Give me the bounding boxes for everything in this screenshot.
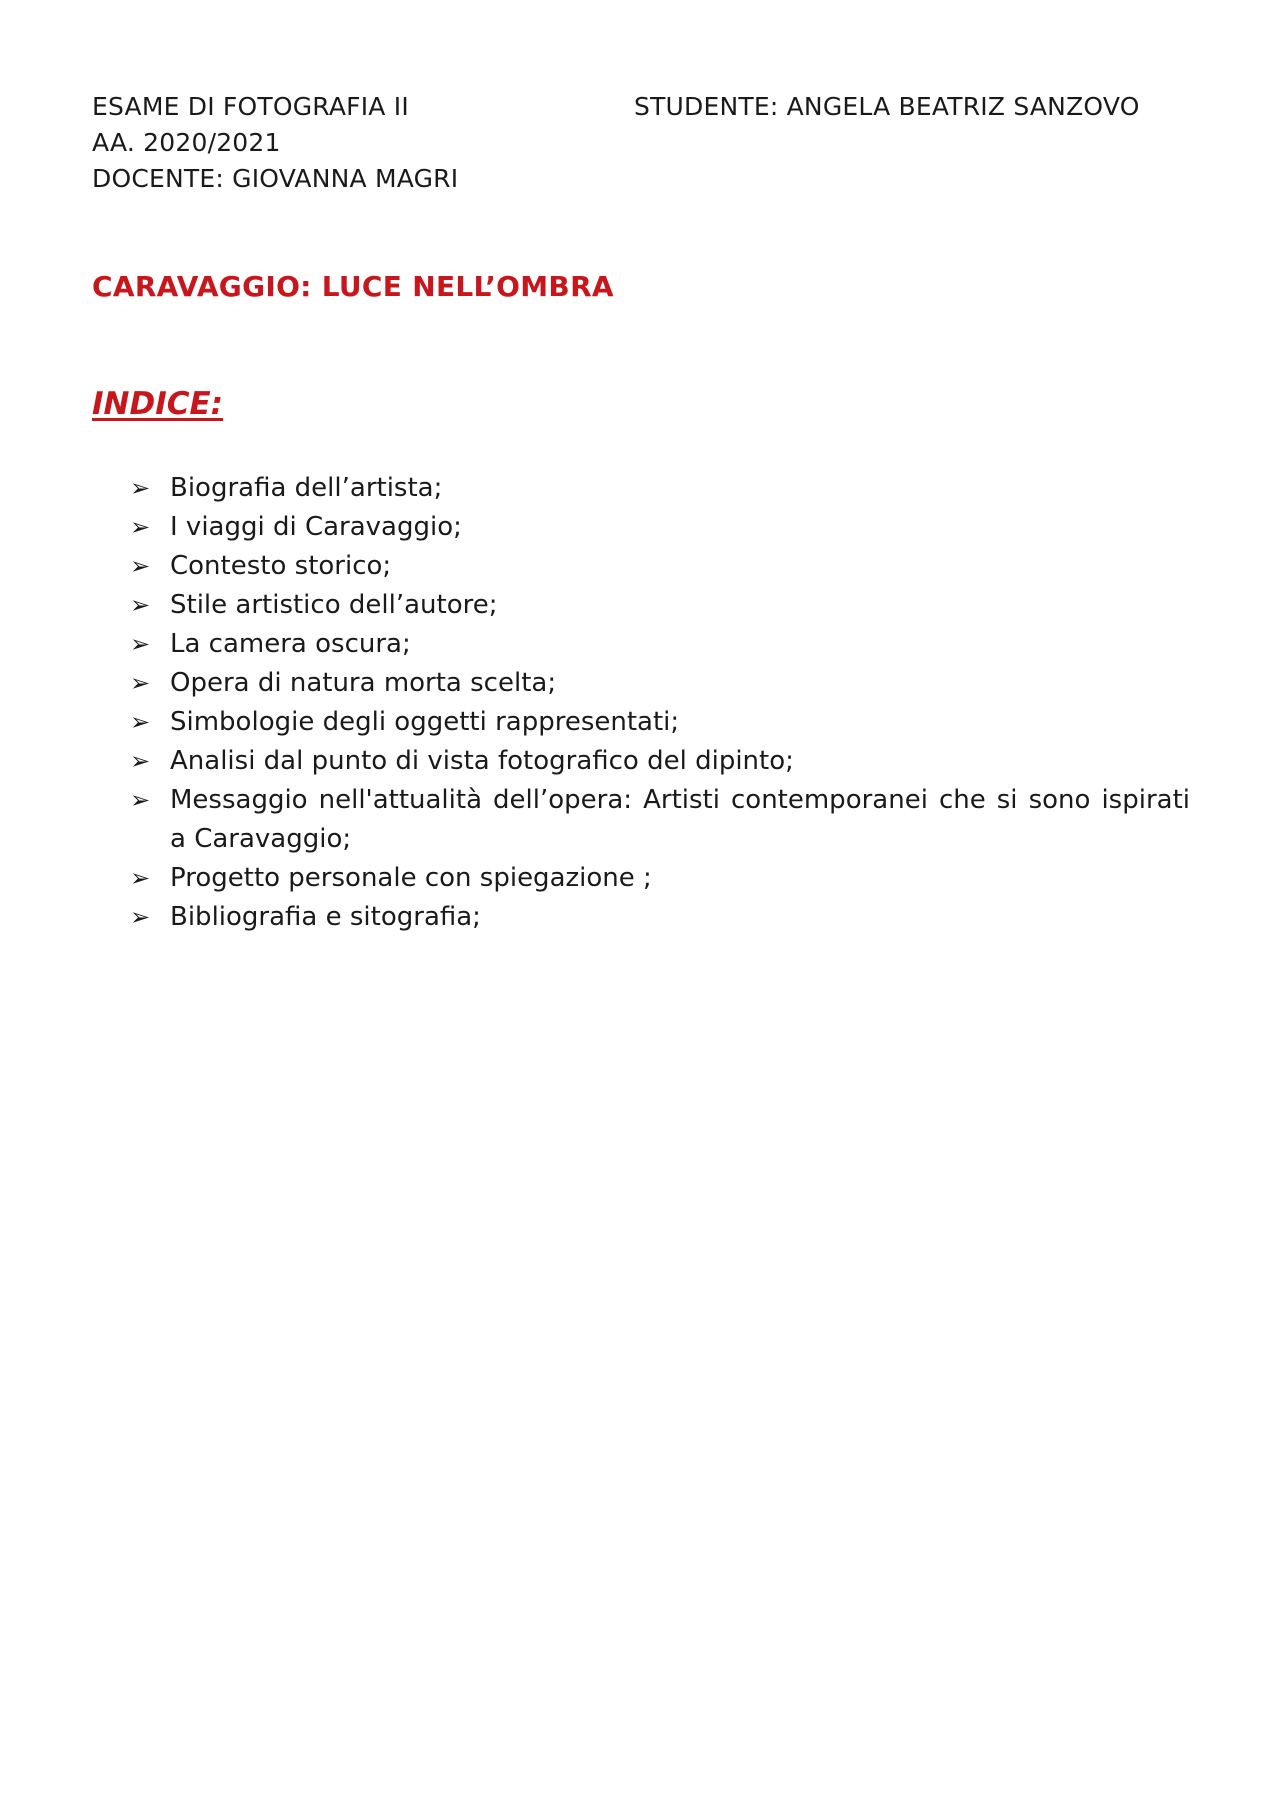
student-name: STUDENTE: ANGELA BEATRIZ SANZOVO <box>634 92 1140 121</box>
arrowhead-bullet-icon: ➢ <box>130 474 151 502</box>
course-info <box>92 89 458 197</box>
list-item-text: La camera oscura; <box>170 629 411 659</box>
list-item-text: Contesto storico; <box>170 551 392 581</box>
academic-year: AA. 2020/2021 <box>92 128 281 157</box>
arrowhead-bullet-icon: ➢ <box>130 513 151 541</box>
arrowhead-bullet-icon: ➢ <box>130 630 151 658</box>
list-item-text: Simbologie degli oggetti rappresentati; <box>170 707 680 737</box>
list-item-text: Stile artistico dell’autore; <box>170 590 498 620</box>
list-item-text: Biografia dell’artista; <box>170 473 443 503</box>
list-item <box>130 664 1190 703</box>
list-item-text: Analisi dal punto di vista fotografico del dipinto; <box>170 746 794 776</box>
list-item-text: I viaggi di Caravaggio; <box>170 512 462 542</box>
list-item-text: Bibliografia e sitografia; <box>170 902 481 932</box>
list-item <box>130 898 1190 937</box>
list-item <box>130 547 1190 586</box>
document-title: CARAVAGGIO: LUCE NELL’OMBRA <box>92 270 614 303</box>
list-item <box>130 508 1190 547</box>
arrowhead-bullet-icon: ➢ <box>130 747 151 775</box>
index-list <box>130 469 1190 937</box>
list-item <box>130 469 1190 508</box>
list-item <box>130 781 1190 859</box>
list-item <box>130 742 1190 781</box>
arrowhead-bullet-icon: ➢ <box>130 669 151 697</box>
arrowhead-bullet-icon: ➢ <box>130 864 151 892</box>
list-item-text: Opera di natura morta scelta; <box>170 668 557 698</box>
list-item <box>130 586 1190 625</box>
arrowhead-bullet-icon: ➢ <box>130 708 151 736</box>
arrowhead-bullet-icon: ➢ <box>130 552 151 580</box>
list-item <box>130 703 1190 742</box>
list-item <box>130 859 1190 898</box>
course-name: ESAME DI FOTOGRAFIA II <box>92 92 409 121</box>
list-item-text: Messaggio nell'attualità dell’opera: Artisti contemporanei che si sono ispirati a Caravaggio; <box>170 785 1190 854</box>
arrowhead-bullet-icon: ➢ <box>130 786 151 814</box>
list-item-text: Progetto personale con spiegazione ; <box>170 863 652 893</box>
arrowhead-bullet-icon: ➢ <box>130 591 151 619</box>
index-heading: INDICE: <box>92 386 224 422</box>
arrowhead-bullet-icon: ➢ <box>130 903 151 931</box>
list-item <box>130 625 1190 664</box>
teacher-name: DOCENTE: GIOVANNA MAGRI <box>92 164 459 193</box>
